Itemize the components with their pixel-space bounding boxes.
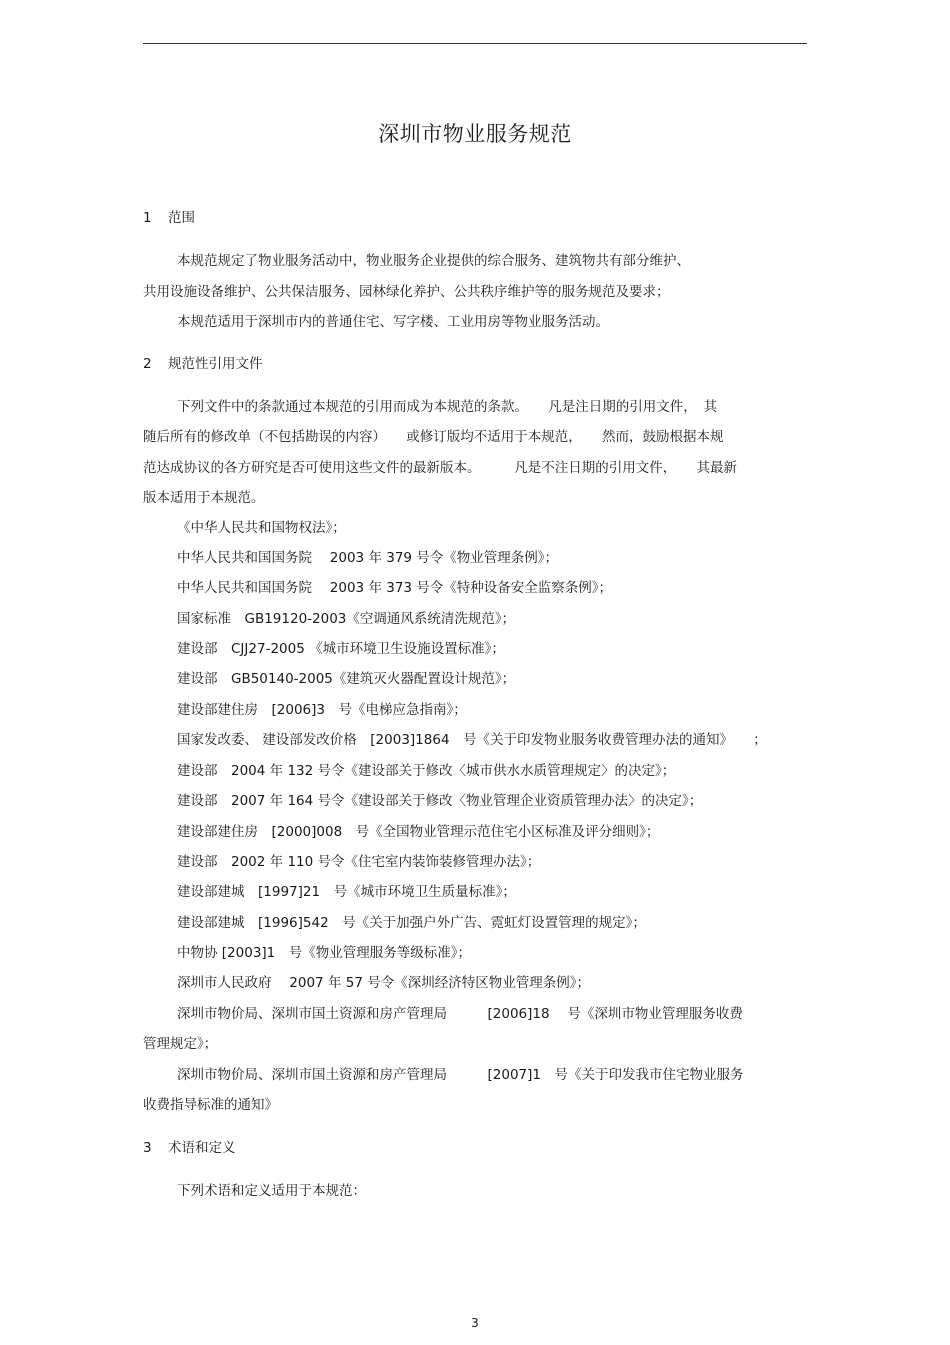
section-title: 规范性引用文件: [168, 356, 263, 372]
section-heading-2: [143, 355, 263, 373]
refs-intro-line-2: 随后所有的修改单（不包括勘误的内容） 或修订版均不适用于本规范， 然而，鼓励根据本规: [143, 429, 724, 445]
section-number: 3: [143, 1140, 152, 1156]
ref-item: 建设部 GB50140-2005《建筑灭火器配置设计规范》；: [177, 671, 516, 687]
ref-item: 建设部建住房 [2000]008 号《全国物业管理示范住宅小区标准及评分细则》；: [177, 824, 660, 840]
scope-line-3: 本规范适用于深圳市内的普通住宅、写字楼、工业用房等物业服务活动。: [177, 314, 609, 330]
ref-item-b-line-2: 收费指导标准的通知》: [143, 1097, 278, 1113]
scope-line-2: 共用设施设备维护、公共保洁服务、园林绿化养护、公共秩序维护等的服务规范及要求；: [143, 284, 670, 300]
refs-intro-line-3: 范达成协议的各方研究是否可使用这些文件的最新版本。 凡是不注日期的引用文件， 其最新: [143, 460, 737, 476]
ref-item: 建设部建城 [1997]21 号《城市环境卫生质量标准》；: [177, 884, 516, 900]
ref-item: 建设部 2004 年 132 号令《建设部关于修改〈城市供水水质管理规定〉的决定》；: [177, 763, 676, 779]
ref-item: 中物协 [2003]1 号《物业管理服务等级标准》；: [177, 945, 472, 961]
ref-item: 建设部 2007 年 164 号令《建设部关于修改〈物业管理企业资质管理办法〉的决定》；: [177, 793, 703, 809]
ref-item: 中华人民共和国国务院 2003 年 379 号令《物业管理条例》；: [177, 550, 559, 566]
section-title: 范围: [168, 210, 195, 226]
ref-item: 建设部建城 [1996]542 号《关于加强户外广告、霓虹灯设置管理的规定》；: [177, 915, 646, 931]
scope-line-1: 本规范规定了物业服务活动中，物业服务企业提供的综合服务、建筑物共有部分维护、: [177, 253, 690, 269]
ref-item: 中华人民共和国国务院 2003 年 373 号令《特种设备安全监察条例》；: [177, 580, 613, 596]
section-number: 1: [143, 210, 152, 226]
ref-item-a-line-1: 深圳市物价局、深圳市国土资源和房产管理局 [2006]18 号《深圳市物业管理服务收费: [177, 1006, 743, 1022]
section-number: 2: [143, 356, 152, 372]
ref-item: 《中华人民共和国物权法》；: [177, 520, 346, 536]
ref-item: 深圳市人民政府 2007 年 57 号令《深圳经济特区物业管理条例》；: [177, 975, 590, 991]
refs-intro-line-4: 版本适用于本规范。: [143, 490, 265, 506]
page-number: 3: [471, 1316, 479, 1330]
ref-item: 建设部建住房 [2006]3 号《电梯应急指南》；: [177, 702, 467, 718]
ref-item: 建设部 CJJ27-2005 《城市环境卫生设施设置标准》；: [177, 641, 505, 657]
ref-item: 建设部 2002 年 110 号令《住宅室内装饰装修管理办法》；: [177, 854, 541, 870]
header-rule: [143, 43, 807, 44]
ref-item-a-line-2: 管理规定》；: [143, 1036, 218, 1052]
document-title: 深圳市物业服务规范: [378, 122, 572, 146]
section-heading-3: [143, 1139, 236, 1157]
section-title: 术语和定义: [168, 1140, 236, 1156]
ref-item: 国家标准 GB19120-2003《空调通风系统清洗规范》；: [177, 611, 516, 627]
ref-item-b-line-1: 深圳市物价局、深圳市国土资源和房产管理局 [2007]1 号《关于印发我市住宅物业服务: [177, 1067, 744, 1083]
terms-intro: 下列术语和定义适用于本规范：: [177, 1183, 366, 1199]
refs-intro-line-1: 下列文件中的条款通过本规范的引用而成为本规范的条款。 凡是注日期的引用文件， 其: [177, 399, 717, 415]
ref-item: 国家发改委、 建设部发改价格 [2003]1864 号《关于印发物业服务收费管理办法的通知》 ；: [177, 732, 767, 748]
section-heading-1: [143, 209, 195, 227]
